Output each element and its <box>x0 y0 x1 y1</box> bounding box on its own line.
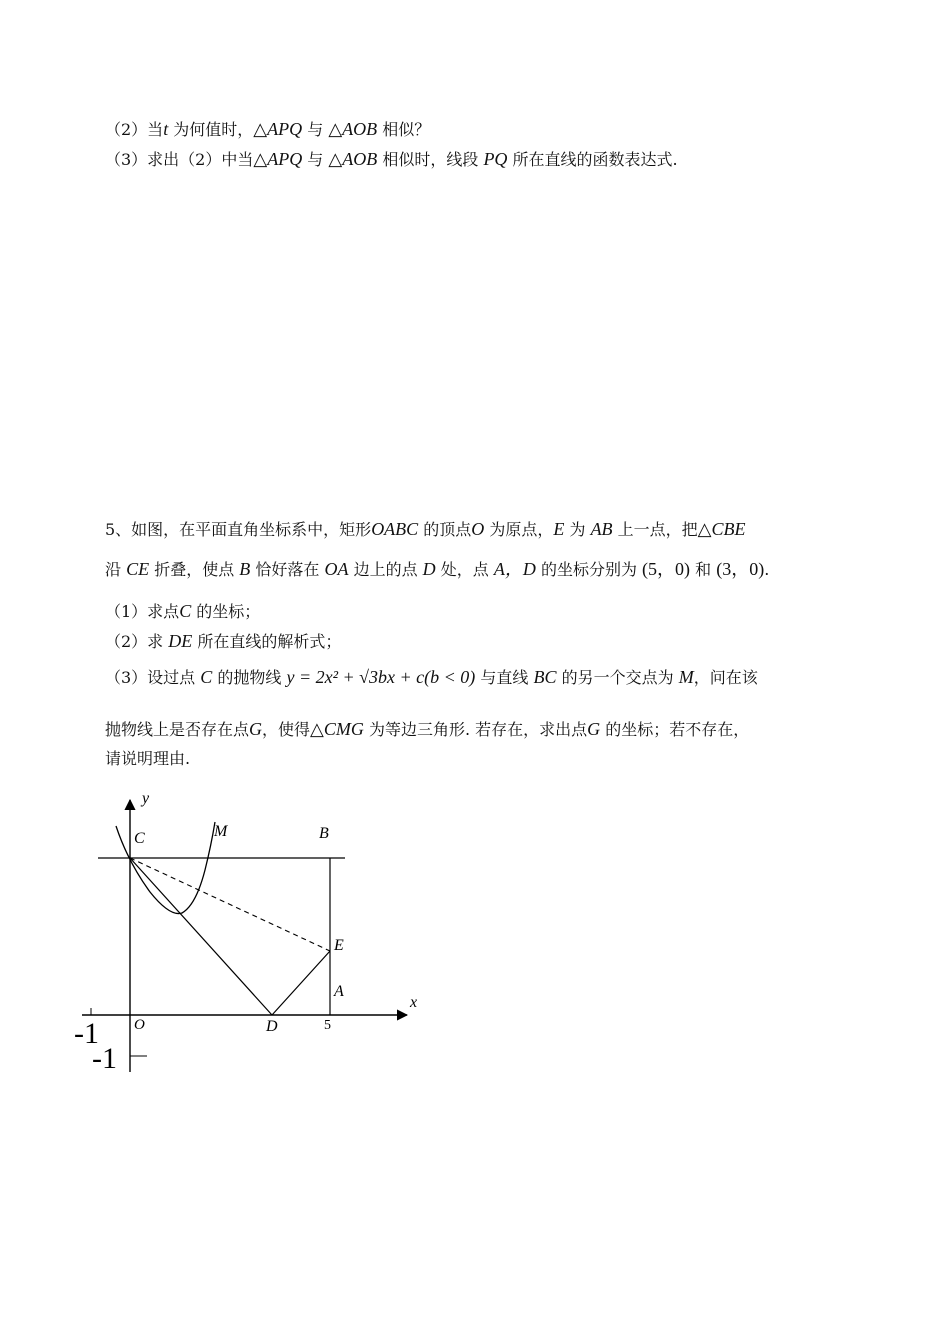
parabola-curve <box>116 822 215 914</box>
label-neg1-x: -1 <box>74 1017 99 1050</box>
q5-part2: （2）求 DE 所在直线的解析式； <box>105 631 342 651</box>
segment-cd <box>130 858 272 1015</box>
label-y: y <box>142 790 150 807</box>
q5-part3: （3）设过点 C 的抛物线 y = 2x² + √3bx + c(b < 0) 与直线 BC 的另一个交点为 M，问在该 <box>105 667 758 687</box>
segment-ce-dashed <box>130 858 330 951</box>
label-m: M <box>214 823 228 840</box>
label-e: E <box>334 937 344 954</box>
q4-part2: （2）当t 为何值时，△APQ 与 △AOB 相似？ <box>105 119 431 139</box>
q5-part1: （1）求点C 的坐标； <box>105 601 261 621</box>
label-5: 5 <box>324 1018 331 1033</box>
q5-stem-line2: 沿 CE 折叠，使点 B 恰好落在 OA 边上的点 D 处，点 A，D 的坐标分别为 (5，0) 和 (3，0). <box>105 559 770 579</box>
label-b: B <box>319 825 329 842</box>
segment-de <box>272 951 330 1015</box>
label-a: A <box>334 983 344 1000</box>
q5-part3-line3: 请说明理由. <box>105 749 191 768</box>
label-neg1-y: -1 <box>92 1042 117 1075</box>
label-c: C <box>134 830 145 847</box>
q5-part3-line2: 抛物线上是否存在点G，使得△CMG 为等边三角形. 若存在，求出点G 的坐标；若不存在， <box>105 719 750 739</box>
q4-part3: （3）求出（2）中当△APQ 与 △AOB 相似时，线段 PQ 所在直线的函数表达式. <box>105 149 678 169</box>
q5-stem-line1: 5、如图，在平面直角坐标系中，矩形OABC 的顶点O 为原点，E 为 AB 上一点，把△CBE <box>105 519 746 539</box>
label-o: O <box>134 1017 145 1033</box>
label-d: D <box>266 1018 278 1035</box>
label-x: x <box>410 994 418 1011</box>
